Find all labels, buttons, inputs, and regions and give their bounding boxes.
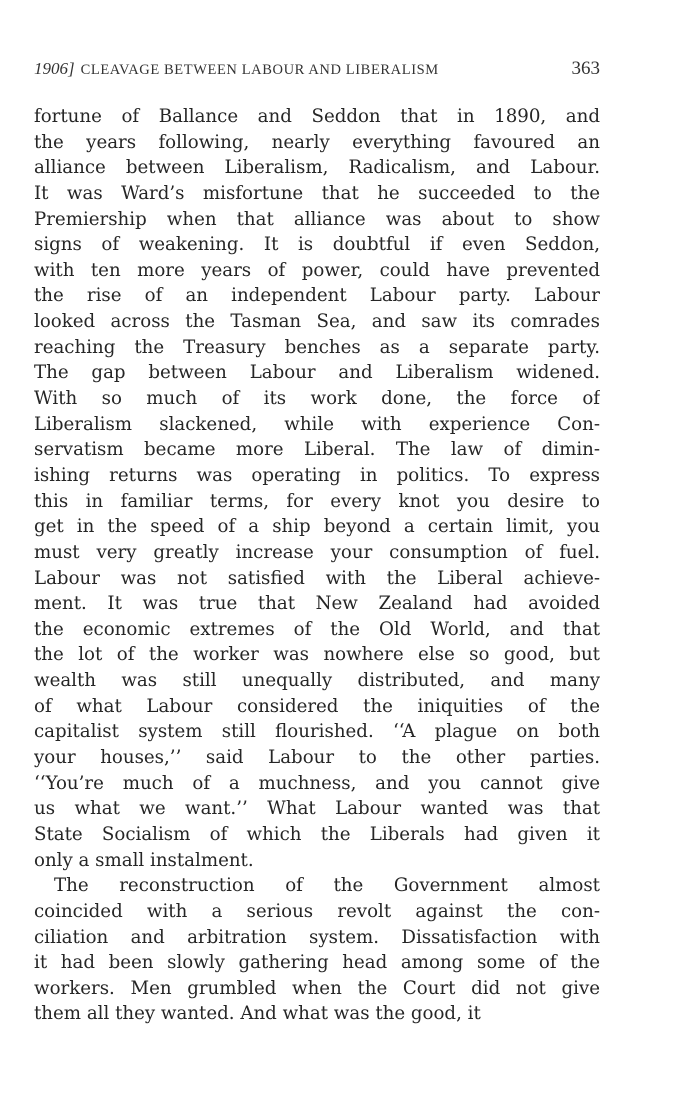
running-head-title: CLEAVAGE BETWEEN LABOUR AND LIBERALISM bbox=[80, 62, 439, 78]
paragraph bbox=[34, 104, 600, 873]
text-line: us what we want.’’ What Labour wanted was that bbox=[34, 798, 600, 820]
text-line: With so much of its work done, the force of bbox=[34, 388, 600, 410]
body-text bbox=[34, 104, 600, 1027]
text-line: it had been slowly gathering head among some of the bbox=[34, 952, 600, 974]
text-line: Premiership when that alliance was about to show bbox=[34, 208, 600, 230]
text-line: your houses,’’ said Labour to the other parties. bbox=[34, 747, 600, 769]
text-line: ‘‘You’re much of a muchness, and you cannot give bbox=[34, 772, 600, 794]
text-line: fortune of Ballance and Seddon that in 1890, and bbox=[34, 106, 600, 127]
text-line: capitalist system still flourished. ‘‘A plague on both bbox=[34, 721, 600, 743]
text-line: reaching the Treasury benches as a separate party. bbox=[34, 336, 600, 358]
text-line: them all they wanted. And what was the good, it bbox=[34, 1003, 481, 1025]
page-number: 363 bbox=[571, 58, 600, 79]
running-head bbox=[34, 58, 600, 88]
text-line: of what Labour considered the iniquities of the bbox=[34, 695, 600, 717]
text-line: ciliation and arbitration system. Dissatisfaction with bbox=[34, 926, 600, 948]
text-line: workers. Men grumbled when the Court did not give bbox=[34, 977, 600, 999]
text-line: the rise of an independent Labour party. Labour bbox=[34, 285, 600, 307]
text-line: ment. It was true that New Zealand had avoided bbox=[34, 593, 600, 615]
text-line: It was Ward’s misfortune that he succeeded to the bbox=[34, 182, 600, 204]
text-line: Labour was not satisfied with the Liberal achieve- bbox=[34, 567, 600, 589]
text-line: alliance between Liberalism, Radicalism, and Labour. bbox=[34, 157, 600, 179]
text-line: the economic extremes of the Old World, and that bbox=[34, 618, 600, 640]
text-line: Liberalism slackened, while with experience Con- bbox=[34, 413, 600, 435]
book-page bbox=[34, 58, 600, 1027]
paragraph bbox=[34, 873, 600, 1027]
text-line: this in familiar terms, for every knot you desire to bbox=[34, 490, 600, 512]
text-line: must very greatly increase your consumption of fuel. bbox=[34, 541, 600, 563]
text-line: the lot of the worker was nowhere else so good, but bbox=[34, 644, 600, 666]
text-line: with ten more years of power, could have prevented bbox=[34, 259, 600, 281]
text-line: ishing returns was operating in politics. To express bbox=[34, 464, 600, 486]
text-line: looked across the Tasman Sea, and saw its comrades bbox=[34, 311, 600, 333]
text-line: the years following, nearly everything favoured an bbox=[34, 131, 600, 153]
text-line: State Socialism of which the Liberals had given it bbox=[34, 823, 600, 845]
text-line: signs of weakening. It is doubtful if even Seddon, bbox=[34, 234, 600, 256]
text-line: coincided with a serious revolt against the con- bbox=[34, 900, 600, 922]
text-line: only a small instalment. bbox=[34, 849, 254, 871]
text-line: servatism became more Liberal. The law of dimin- bbox=[34, 439, 600, 461]
text-line: The reconstruction of the Government almost bbox=[54, 875, 600, 897]
text-line: wealth was still unequally distributed, and many bbox=[34, 670, 600, 692]
text-line: The gap between Labour and Liberalism widened. bbox=[34, 362, 600, 384]
running-head-year: 1906] bbox=[34, 59, 75, 78]
text-line: get in the speed of a ship beyond a certain limit, you bbox=[34, 516, 600, 538]
